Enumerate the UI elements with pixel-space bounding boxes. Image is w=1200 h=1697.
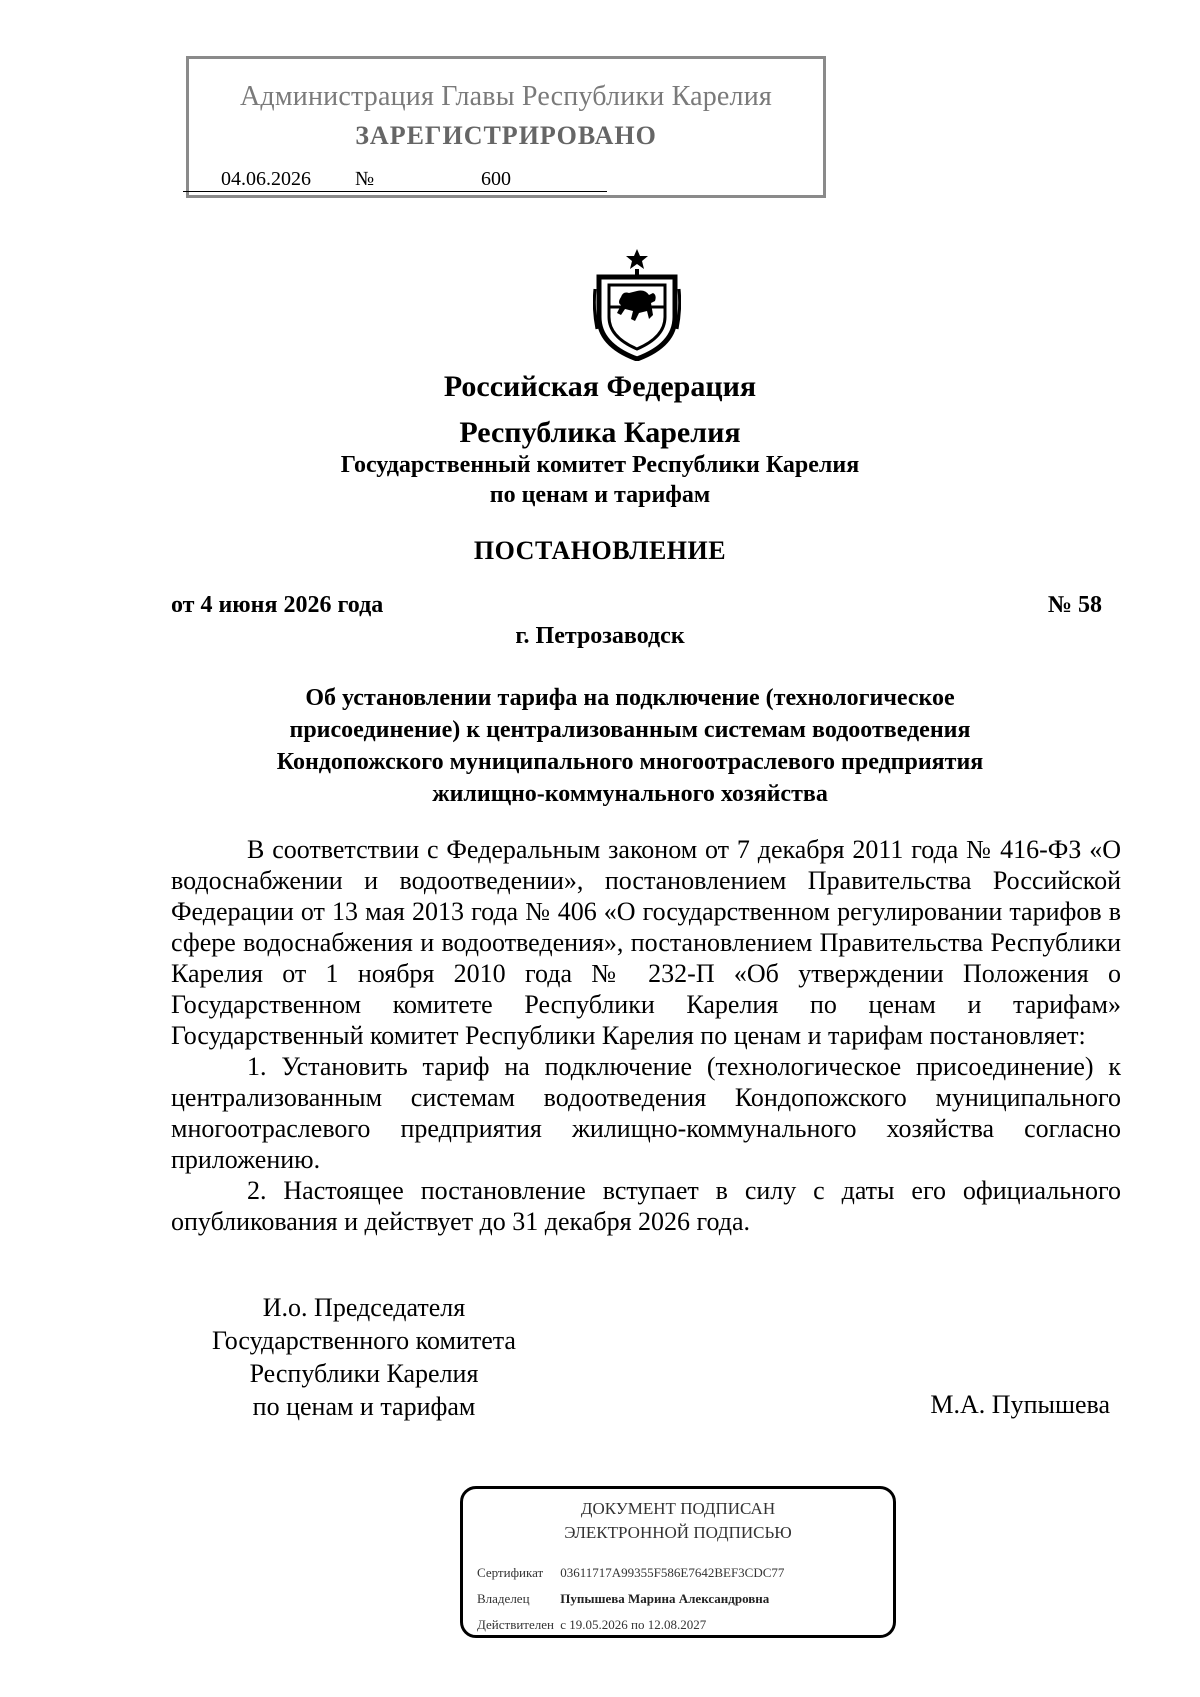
title-line: жилищно-коммунального хозяйства bbox=[432, 781, 828, 807]
body-item-2: 2. Настоящее постановление вступает в силу с даты его официального опубликования и действует до 31 декабря 2026 года. bbox=[171, 1176, 1121, 1236]
document-type: ПОСТАНОВЛЕНИЕ bbox=[473, 536, 727, 565]
esig-certificate-row bbox=[477, 1565, 784, 1581]
document-title bbox=[200, 682, 1060, 810]
header-committee-line1: Государственный комитет Республики Карелия bbox=[340, 452, 860, 478]
body-preamble: В соответствии с Федеральным законом от 7 декабря 2011 года № 416-ФЗ «О водоснабжении и водоотведении», постановлением Правительства Российской Федерации от 13 мая 2013 года № 406 «О государственном регулировании тарифов в сфере водоснабжения и водоотведения», постановлением Правительства Республики Карелия от 1 ноября 2010 года № 232-П «Об утверждении Положения о Государственном комитете Республики Карелия по ценам и тарифам» Государственный комитет Республики Карелия по ценам и тарифам постановляет: bbox=[171, 835, 1121, 1050]
registration-number-sign: № bbox=[355, 168, 375, 190]
esig-owner-row bbox=[477, 1591, 769, 1607]
signatory-position bbox=[180, 1291, 548, 1423]
header-committee-line2: по ценам и тарифам bbox=[489, 482, 711, 508]
registration-status: ЗАРЕГИСТРИРОВАНО bbox=[355, 121, 657, 150]
document-body bbox=[171, 834, 1121, 1237]
esig-certificate-value: 03611717A99355F586E7642BEF3CDC77 bbox=[560, 1565, 785, 1580]
signatory-name: М.А. Пупышева bbox=[930, 1390, 1110, 1419]
registration-date: 04.06.2026 bbox=[221, 168, 311, 190]
title-line: присоединение) к централизованным системам водоотведения bbox=[289, 717, 971, 743]
esig-validity-label: Действителен bbox=[477, 1617, 554, 1632]
registration-authority: Администрация Главы Республики Карелия bbox=[240, 81, 772, 112]
esig-heading-2: ЭЛЕКТРОННОЙ ПОДПИСЬЮ bbox=[564, 1523, 792, 1542]
header-republic: Республика Карелия bbox=[459, 416, 741, 449]
esig-validity-value: с 19.05.2026 по 12.08.2027 bbox=[560, 1617, 707, 1632]
registration-details bbox=[183, 167, 607, 192]
esig-certificate-label: Сертификат bbox=[477, 1565, 544, 1580]
body-item-1: 1. Установить тариф на подключение (технологическое присоединение) к централизованным системам водоотведения Кондопожского муниципального многоотраслевого предприятия жилищно-коммунального хозяйства согласно приложению. bbox=[171, 1052, 1121, 1174]
header-country: Российская Федерация bbox=[443, 370, 757, 403]
esig-owner-value: Пупышева Марина Александровна bbox=[560, 1591, 770, 1606]
esig-owner-label: Владелец bbox=[477, 1591, 530, 1606]
electronic-signature-stamp bbox=[460, 1486, 896, 1638]
document-city: г. Петрозаводск bbox=[515, 623, 685, 649]
document-number: № 58 bbox=[1047, 592, 1102, 618]
document-date: от 4 июня 2026 года bbox=[171, 592, 384, 618]
esig-validity-row bbox=[477, 1617, 706, 1633]
position-line: Республики Карелия bbox=[249, 1359, 479, 1388]
title-line: Кондопожского муниципального многоотраслевого предприятия bbox=[276, 749, 984, 775]
esig-heading-1: ДОКУМЕНТ ПОДПИСАН bbox=[580, 1499, 776, 1518]
title-line: Об установлении тарифа на подключение (технологическое bbox=[305, 685, 955, 711]
registration-number: 600 bbox=[481, 168, 511, 190]
position-line: по ценам и тарифам bbox=[252, 1392, 476, 1421]
karelia-coat-of-arms-icon bbox=[593, 249, 681, 361]
position-line: Государственного комитета bbox=[212, 1326, 516, 1355]
registration-stamp bbox=[186, 56, 826, 198]
position-line: И.о. Председателя bbox=[262, 1293, 466, 1322]
